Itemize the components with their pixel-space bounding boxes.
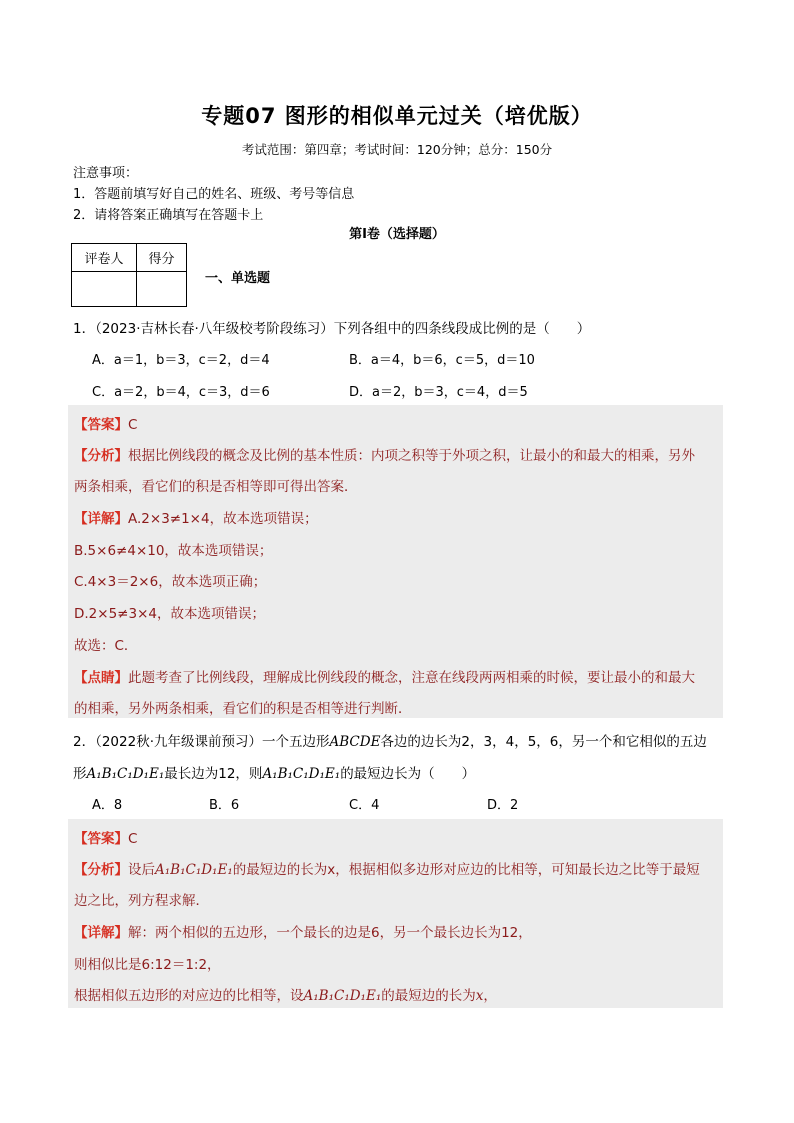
- detail-text: 根据相似五边形的对应边的比相等，设: [74, 988, 304, 1004]
- score-table: [71, 243, 187, 307]
- detail-text: ，: [483, 988, 497, 1004]
- q2-analysis-line: 边之比，列方程求解．: [74, 893, 209, 909]
- detail-text: 的最短边的长为: [381, 988, 476, 1004]
- q1-option-d: D．a＝2，b＝3，c＝4，d＝5: [349, 385, 528, 400]
- q2-detail-line: 则相似比是6:12＝1:2，: [74, 957, 221, 973]
- exam-info: 考试范围：第四章；考试时间：120分钟；总分：150分: [241, 142, 553, 157]
- q1-answer: [74, 413, 137, 433]
- q2-option-c: C．4: [349, 798, 380, 813]
- grader-cell[interactable]: [72, 272, 137, 307]
- section-title: 第I卷（选择题）: [349, 227, 445, 242]
- detail-text: 解：两个相似的五边形，一个最长的边是6，另一个最长边长为12，: [128, 925, 532, 941]
- q1-solution-block: [68, 405, 723, 718]
- answer-tag: 【答案】: [74, 417, 128, 433]
- q2-option-d: D．2: [487, 798, 519, 813]
- variable-x: x: [475, 988, 484, 1004]
- answer-value: C: [128, 831, 138, 847]
- q1-detail-line: B.5×6≠4×10，故本选项错误；: [74, 543, 273, 559]
- q1-option-b: B．a＝4，b＝6，c＝5，d＝10: [349, 353, 535, 368]
- q2-option-b: B．6: [209, 798, 240, 813]
- analysis-text: 的最短边的长为x，根据相似多边形对应边的比相等，可知最长边之比等于最短: [232, 862, 700, 878]
- stem-text: 各边的边长为2，3，4，5，6，另一个和它相似的五边: [380, 734, 707, 750]
- comment-text: 此题考查了比例线段，理解成比例线段的概念，注意在线段两两相乘的时候，要让最小的和最大: [128, 670, 695, 686]
- q2-detail-line: [74, 984, 497, 1004]
- score-header: 得分: [137, 244, 187, 272]
- notice-item: 1．答题前填写好自己的姓名、班级、考号等信息: [73, 187, 355, 202]
- detail-text: A.2×3≠1×4，故本选项错误；: [128, 511, 318, 527]
- notice-heading: 注意事项：: [73, 166, 139, 181]
- analysis-text: 设后: [128, 862, 155, 878]
- answer-value: C: [128, 417, 138, 433]
- polygon-label: A₁B₁C₁D₁E₁: [303, 988, 382, 1004]
- score-cell[interactable]: [137, 272, 187, 307]
- stem-text: 2．（2022秋·九年级课前预习）一个五边形: [73, 734, 330, 750]
- q1-option-c: C．a＝2，b＝4，c＝3，d＝6: [92, 385, 270, 400]
- comment-tag: 【点睛】: [74, 670, 128, 686]
- analysis-tag: 【分析】: [74, 448, 128, 464]
- q1-analysis-line: [74, 444, 695, 464]
- q1-analysis-line: 两条相乘，看它们的积是否相等即可得出答案．: [74, 479, 358, 495]
- q1-choice: 故选：C．: [74, 638, 138, 654]
- q2-detail-line: [74, 921, 532, 941]
- q1-comment-line: [74, 666, 695, 686]
- stem-text: 的最短边长为（ ）: [340, 766, 476, 782]
- stem-text: 最长边为12，则: [164, 766, 263, 782]
- grader-header: 评卷人: [72, 244, 137, 272]
- detail-tag: 【详解】: [74, 511, 128, 527]
- question-2-stem: [73, 762, 475, 782]
- question-2-stem: [73, 730, 707, 750]
- q2-analysis-line: [74, 858, 700, 878]
- q1-detail-line: [74, 507, 318, 527]
- q1-detail-line: C.4×3＝2×6，故本选项正确；: [74, 574, 267, 590]
- q2-solution-block: [68, 819, 723, 1008]
- polygon-label: ABCDE: [329, 734, 381, 750]
- polygon-label: A₁B₁C₁D₁E₁: [86, 766, 165, 782]
- stem-text: 形: [73, 766, 87, 782]
- page-title: 专题07 图形的相似单元过关（培优版）: [201, 104, 593, 128]
- notice-item: 2．请将答案正确填写在答题卡上: [73, 208, 264, 223]
- polygon-label: A₁B₁C₁D₁E₁: [155, 862, 233, 878]
- analysis-tag: 【分析】: [74, 862, 128, 878]
- q2-answer: [74, 827, 137, 847]
- polygon-label: A₁B₁C₁D₁E₁: [262, 766, 341, 782]
- q1-comment-line: 的相乘，另外两条相乘，看它们的积是否相等进行判断．: [74, 701, 412, 717]
- answer-tag: 【答案】: [74, 831, 128, 847]
- q1-option-a: A．a＝1，b＝3，c＝2，d＝4: [92, 353, 270, 368]
- detail-tag: 【详解】: [74, 925, 128, 941]
- q2-option-a: A．8: [92, 798, 123, 813]
- part-title: 一、单选题: [205, 271, 271, 286]
- question-1-stem: 1．（2023·吉林长春·八年级校考阶段练习）下列各组中的四条线段成比例的是（ ）: [73, 321, 591, 337]
- analysis-text: 根据比例线段的概念及比例的基本性质：内项之积等于外项之积，让最小的和最大的相乘，另外: [128, 448, 695, 464]
- q1-detail-line: D.2×5≠3×4，故本选项错误；: [74, 606, 265, 622]
